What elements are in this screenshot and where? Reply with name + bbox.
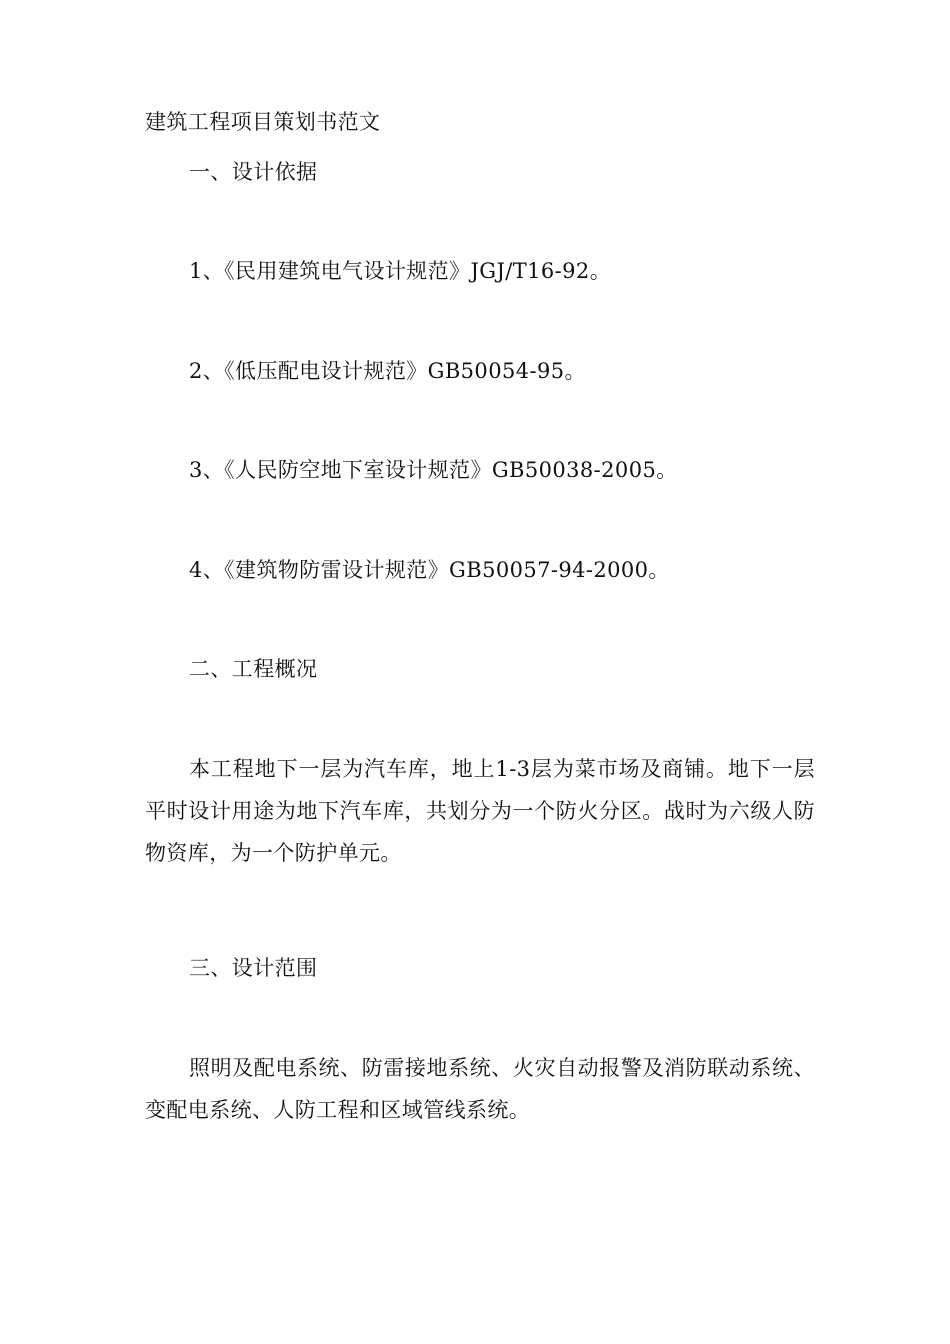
basis-item-3: 3、《人民防空地下室设计规范》GB50038-2005。 [189, 458, 678, 482]
document-title: 建筑工程项目策划书范文 [145, 110, 381, 134]
section-heading-design-scope: 三、设计范围 [189, 956, 318, 980]
design-scope-paragraph: 照明及配电系统、防雷接地系统、火灾自动报警及消防联动系统、变配电系统、人防工程和区域管线系统。 [145, 1056, 815, 1122]
basis-item-4: 4、《建筑物防雷设计规范》GB50057-94-2000。 [189, 558, 670, 582]
project-overview-paragraph: 本工程地下一层为汽车库，地上1-3层为菜市场及商铺。地下一层平时设计用途为地下汽车库，共划分为一个防火分区。战时为六级人防物资库，为一个防护单元。 [145, 757, 815, 865]
basis-item-1: 1、《民用建筑电气设计规范》JGJ/T16-92。 [189, 259, 612, 283]
section-heading-design-basis: 一、设计依据 [189, 160, 318, 184]
basis-item-2: 2、《低压配电设计规范》GB50054-95。 [189, 359, 586, 383]
section-heading-project-overview: 二、工程概况 [189, 657, 318, 681]
